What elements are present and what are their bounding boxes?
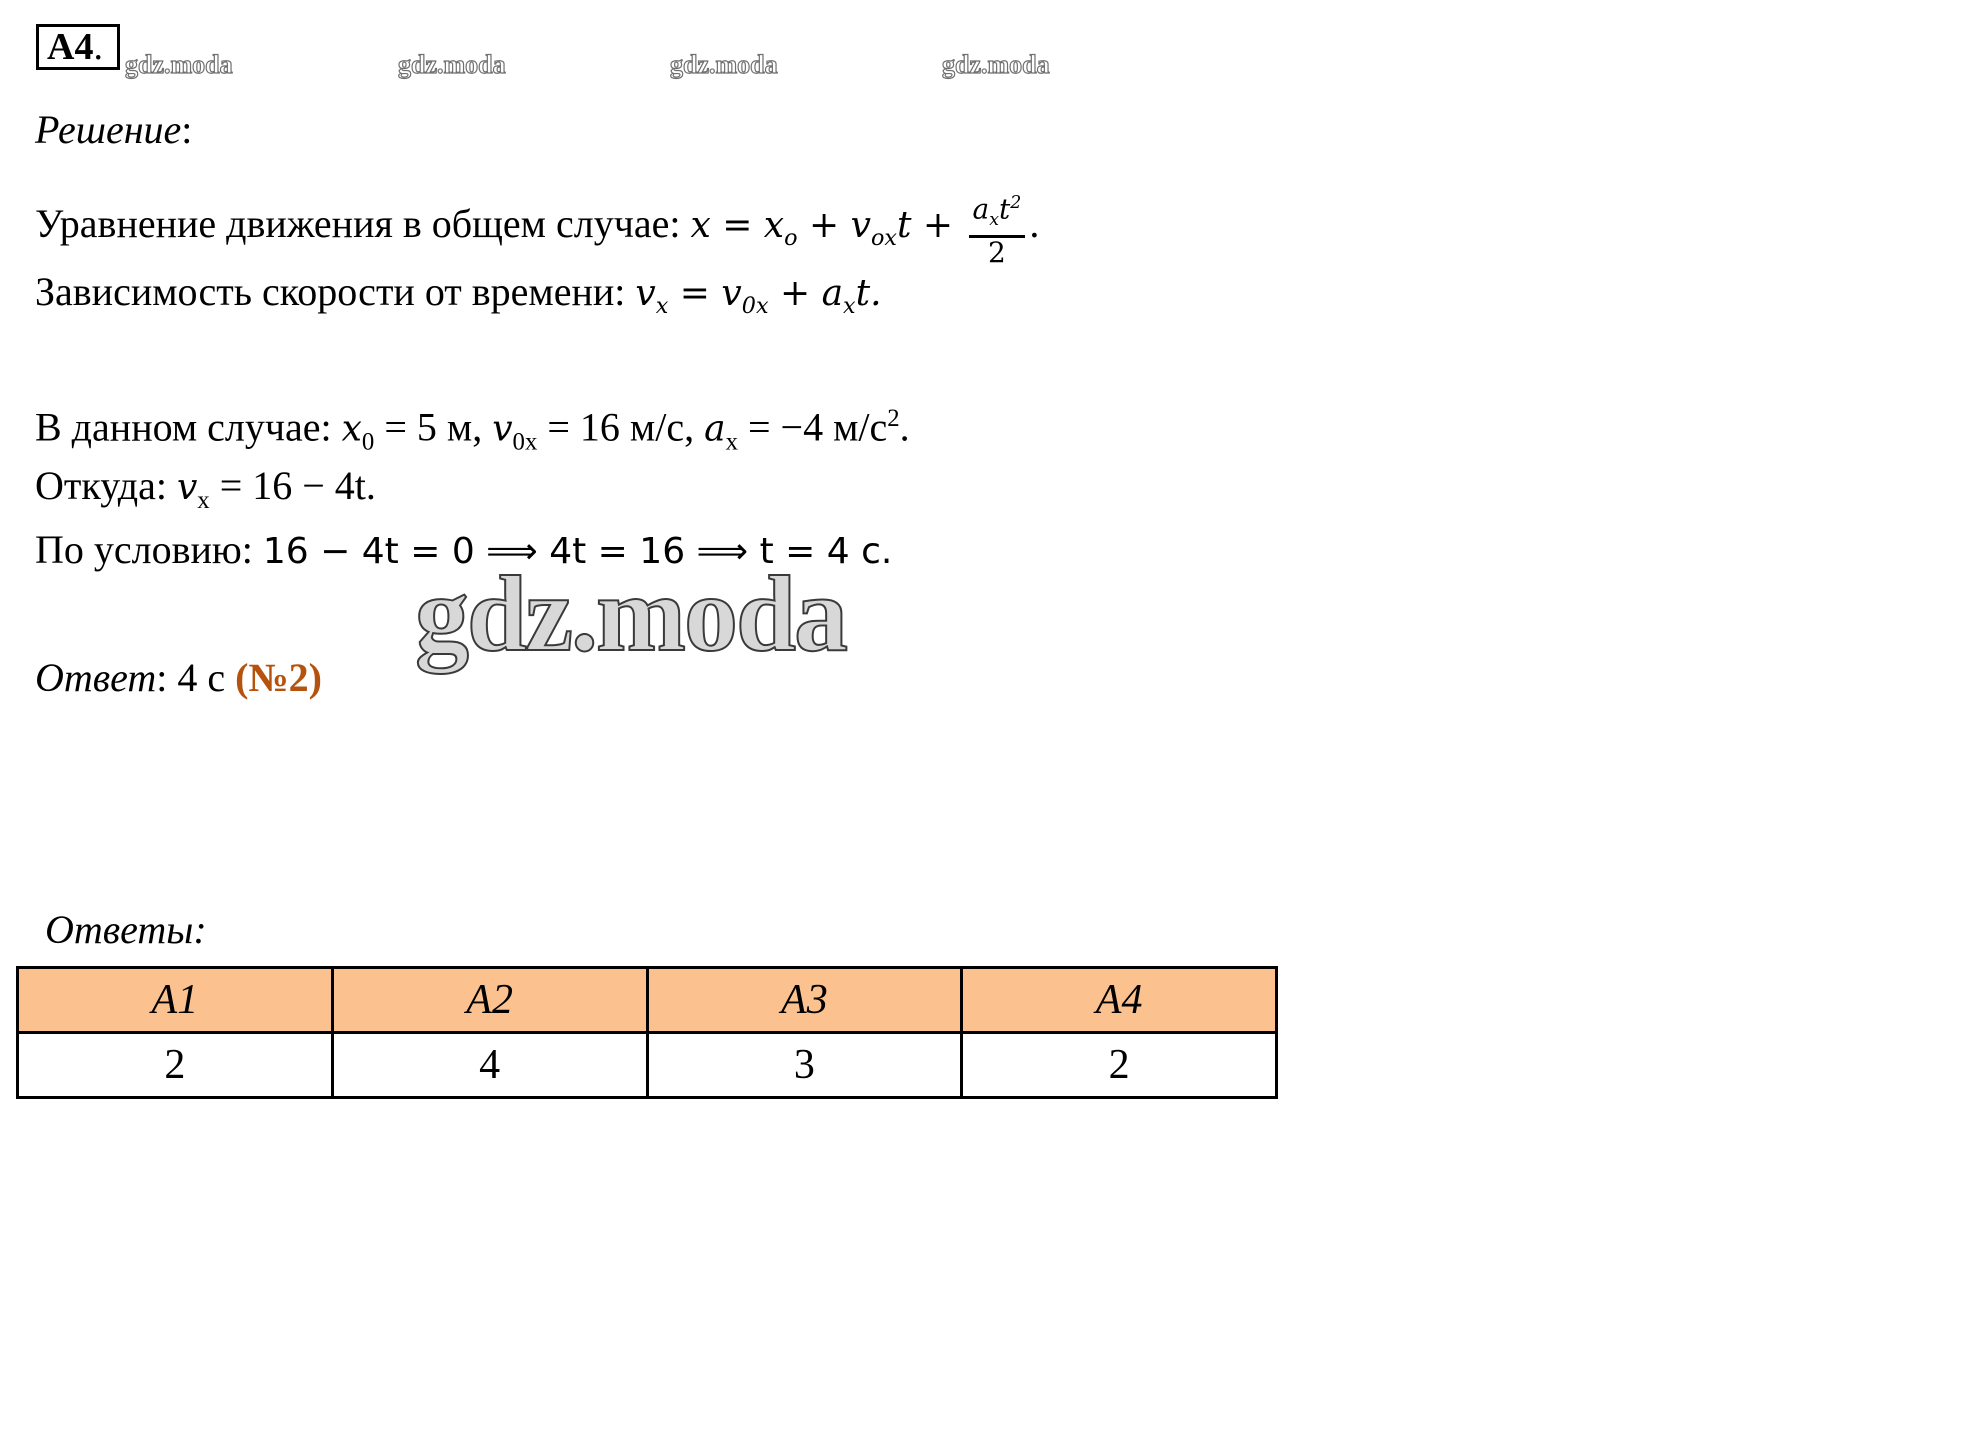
answers-value-cell: 3: [647, 1033, 962, 1098]
given-values-line: В данном случае: $x_0 = 5$ м, $v_{0x} = 16$ м/с, $a_x = -4$ $м/с^2$.: [35, 404, 910, 456]
answer-line: Ответ: 4 с (№2): [35, 655, 322, 700]
velocity-formula: $v_x = v_{0x} + a_xt$.: [635, 273, 882, 320]
equation-of-motion-formula: $x = x_o + v_{ox}t$ + $\frac{a_xt^2}{2}$: [690, 205, 1029, 246]
answers-value-cell: 2: [962, 1033, 1277, 1098]
watermark-small-4: gdz.moda: [942, 50, 1050, 79]
answers-header-cell: А1: [18, 968, 333, 1033]
watermark-small-3: gdz.moda: [670, 50, 778, 79]
task-number: А4: [47, 26, 94, 68]
answers-header-row: [18, 968, 1277, 1033]
answers-value-cell: 2: [18, 1033, 333, 1098]
answers-header-cell: А4: [962, 968, 1277, 1033]
answers-table: [16, 966, 1278, 1099]
equation-of-motion-line: Уравнение движения в общем случае: $x = x_o + v_{ox}t$ + $\frac{a_xt^2}{2}$ .: [35, 188, 1039, 268]
task-dot: .: [93, 26, 103, 68]
answers-value-row: [18, 1033, 1277, 1098]
watermark-large: gdz.moda: [415, 555, 847, 674]
answers-value-cell: 4: [332, 1033, 647, 1098]
acceleration-fraction: $\frac{a_xt^2}{2}$: [969, 188, 1026, 268]
watermark-small-1: gdz.moda: [125, 50, 233, 79]
task-label: [36, 24, 120, 70]
condition-line: По условию: 16 − 4t = 0 ⟹ 4t = 16 ⟹ t = 4 с.: [35, 527, 893, 572]
answers-title: Ответы:: [45, 907, 207, 952]
answers-header-cell: А3: [647, 968, 962, 1033]
answers-header-cell: А2: [332, 968, 647, 1033]
derived-velocity-line: Откуда: $v_x = 16 - 4t$.: [35, 463, 376, 514]
watermark-small-2: gdz.moda: [398, 50, 506, 79]
velocity-time-line: Зависимость скорости от времени: $v_x = v_{0x} + a_xt$.: [35, 269, 882, 320]
solution-heading: Решение:: [35, 107, 193, 152]
answer-reference: (№2): [235, 655, 322, 700]
